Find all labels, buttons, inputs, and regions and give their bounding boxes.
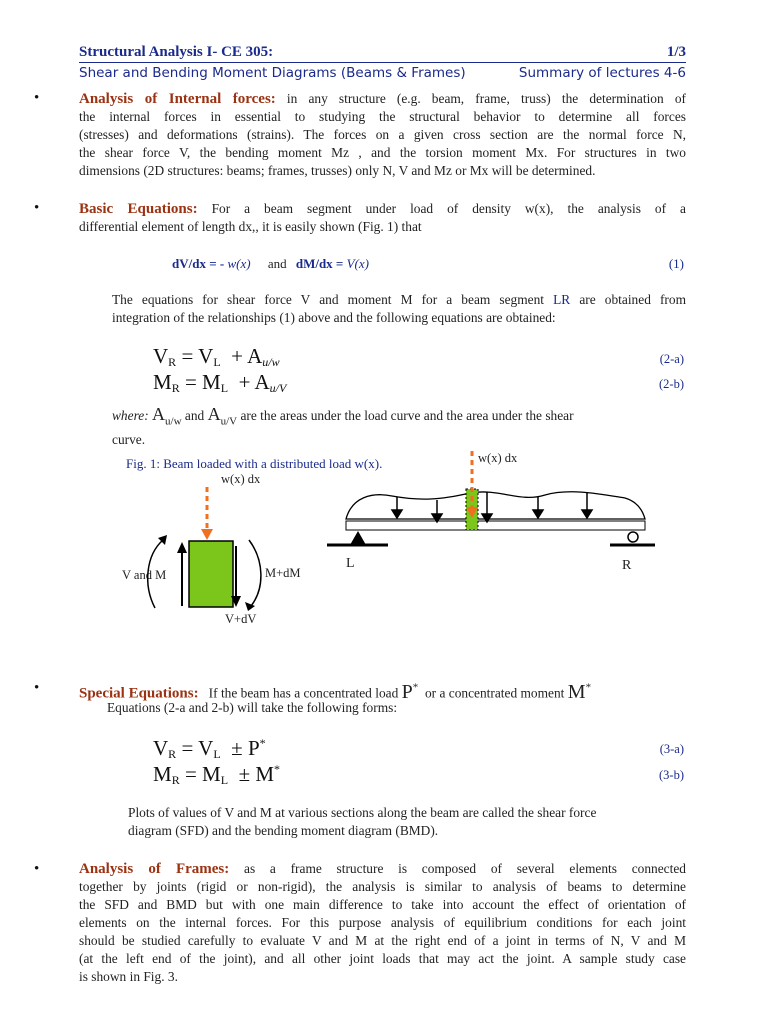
- fig1-v-plus-dv: V+dV: [225, 612, 257, 626]
- basic-heading: Basic Equations:: [79, 201, 198, 217]
- frames-line-7: is shown in Fig. 3.: [79, 969, 178, 984]
- eq1-label: (1): [668, 256, 684, 271]
- bullet-1: •: [34, 90, 40, 106]
- subtitle-right: Summary of lectures 4-6: [518, 65, 686, 81]
- left-pin-support: [350, 531, 366, 545]
- internal-heading: Analysis of Internal forces:: [79, 91, 276, 107]
- fig1-m-plus-dm: M+dM: [265, 566, 301, 580]
- frames-line-4: elements on the internal forces. For this purpose analysis of equilibrium conditions for each joint: [79, 915, 686, 930]
- where-label: where:: [112, 408, 149, 423]
- subtitle-left: Shear and Bending Moment Diagrams (Beams & Frames): [79, 65, 466, 81]
- where-and: and: [184, 408, 205, 423]
- beam: [346, 521, 645, 530]
- special-m-star: M*: [567, 680, 592, 703]
- equation-2a: $V_R = V_L + A_{u/w}$: [153, 344, 280, 369]
- basic-line-2: differential element of length dx,, it is easily shown (Fig. 1) that: [79, 219, 422, 234]
- internal-text-1: in any structure (e.g. beam, frame, truss) the determination of: [286, 91, 686, 106]
- special-line-2: Equations (2-a and 2-b) will take the following forms:: [107, 700, 398, 715]
- eq2a-label: (2-a): [659, 352, 684, 366]
- fig1-left-support-label: L: [346, 556, 355, 571]
- right-roller-support: [628, 532, 638, 542]
- frames-line-1: [79, 860, 686, 878]
- internal-line-5: dimensions (2D structures: beams; frames, trusses) only N, V and Mz or Mx will be determined.: [79, 163, 596, 178]
- special-p-star: P*: [401, 680, 419, 703]
- special-text-b: or a concentrated moment: [424, 685, 565, 701]
- where-auv: $A_{u/V}$: [207, 404, 238, 428]
- differential-element: [189, 541, 233, 607]
- where-line-2: curve.: [112, 431, 146, 447]
- fig1-caption: Fig. 1: Beam loaded with a distributed load w(x).: [126, 456, 383, 471]
- fig1-v-and-m: V and M: [122, 568, 167, 582]
- internal-line-4: the shear force V, the bending moment Mz , and the torsion moment Mx. For structures in two: [79, 145, 686, 160]
- eq3b-label: (3-b): [659, 768, 684, 782]
- equation-3a: $V_R = V_L \pm P^*$: [153, 736, 266, 761]
- frames-line-3: the SFD and BMD but with one main difference to take into account the effect of orientation of: [79, 897, 686, 912]
- fig1-beam-load-label: w(x) dx: [478, 451, 518, 465]
- eq2b-label: (2-b): [659, 377, 684, 391]
- eq1-vx: V(x): [346, 256, 369, 271]
- plots-line-1: Plots of values of V and M at various sections along the beam are called the shear force: [128, 805, 597, 820]
- special-text-a: If the beam has a concentrated load: [208, 685, 399, 701]
- integration-text-a: The equations for shear force V and moment M for a beam segment: [112, 292, 545, 307]
- load-arrows: [392, 492, 592, 522]
- frames-line-2: together by joints (rigid or non-rigid), the analysis is similar to analysis of beams to determine: [79, 879, 686, 894]
- page-number: 1/3: [666, 44, 686, 60]
- plots-line-2: diagram (SFD) and the bending moment diagram (BMD).: [128, 823, 439, 838]
- frames-line-5: should be studied carefully to evaluate V and M at the right end of a joint in terms of N, V and M: [79, 933, 686, 948]
- bullet-3: •: [34, 680, 40, 696]
- internal-line-2: the internal forces in essential to studying the structural behavior to determine all forces: [79, 109, 686, 124]
- eq1-wx: w(x): [227, 256, 251, 271]
- basic-text-1: For a beam segment under load of density w(x), the analysis of a: [211, 201, 686, 216]
- frames-paragraph: [79, 860, 686, 986]
- where-rest: are the areas under the load curve and the area under the shear: [240, 408, 574, 423]
- equation-3b: $M_R = M_L \pm M^*$: [153, 762, 281, 787]
- integration-line-2: integration of the relationships (1) above and the following equations are obtained:: [112, 310, 556, 325]
- plots-text: [128, 804, 688, 840]
- bullet-4: •: [34, 861, 40, 877]
- course-label: Structural Analysis I- CE 305:: [79, 44, 274, 60]
- fig1-right-support-label: R: [622, 558, 632, 573]
- left-shear-arrowhead: [177, 542, 187, 553]
- where-auw: $A_{u/w}$: [152, 404, 182, 428]
- frames-line-6: (at the left end of the joint), and all other joint loads that may act the joint. A sample study case: [79, 951, 686, 966]
- eq1-dmdx: dM/dx =: [295, 256, 344, 271]
- frames-text-1: as a frame structure is composed of several elements connected: [244, 861, 686, 876]
- special-heading: Special Equations:: [79, 685, 199, 702]
- element-load-arrowhead: [201, 529, 213, 540]
- frames-heading: Analysis of Frames:: [79, 861, 230, 877]
- equation-2b: $M_R = M_L + A_{u/V}$: [153, 370, 287, 395]
- integration-lr: LR: [553, 292, 571, 307]
- fig1-small-load-label: w(x) dx: [221, 472, 261, 486]
- eq3a-label: (3-a): [659, 742, 684, 756]
- distributed-load-curve: [346, 492, 645, 519]
- right-moment-arc: [249, 540, 261, 606]
- integration-text-b: are obtained from: [579, 292, 686, 307]
- bullet-2: •: [34, 200, 40, 216]
- eq1-dvdx: dV/dx = -: [172, 256, 225, 271]
- internal-line-3: (stresses) and deformations (strains). The forces on a given cross section are the normal force N,: [79, 127, 686, 142]
- left-moment-arc: [148, 540, 163, 608]
- eq1-and: and: [267, 256, 287, 271]
